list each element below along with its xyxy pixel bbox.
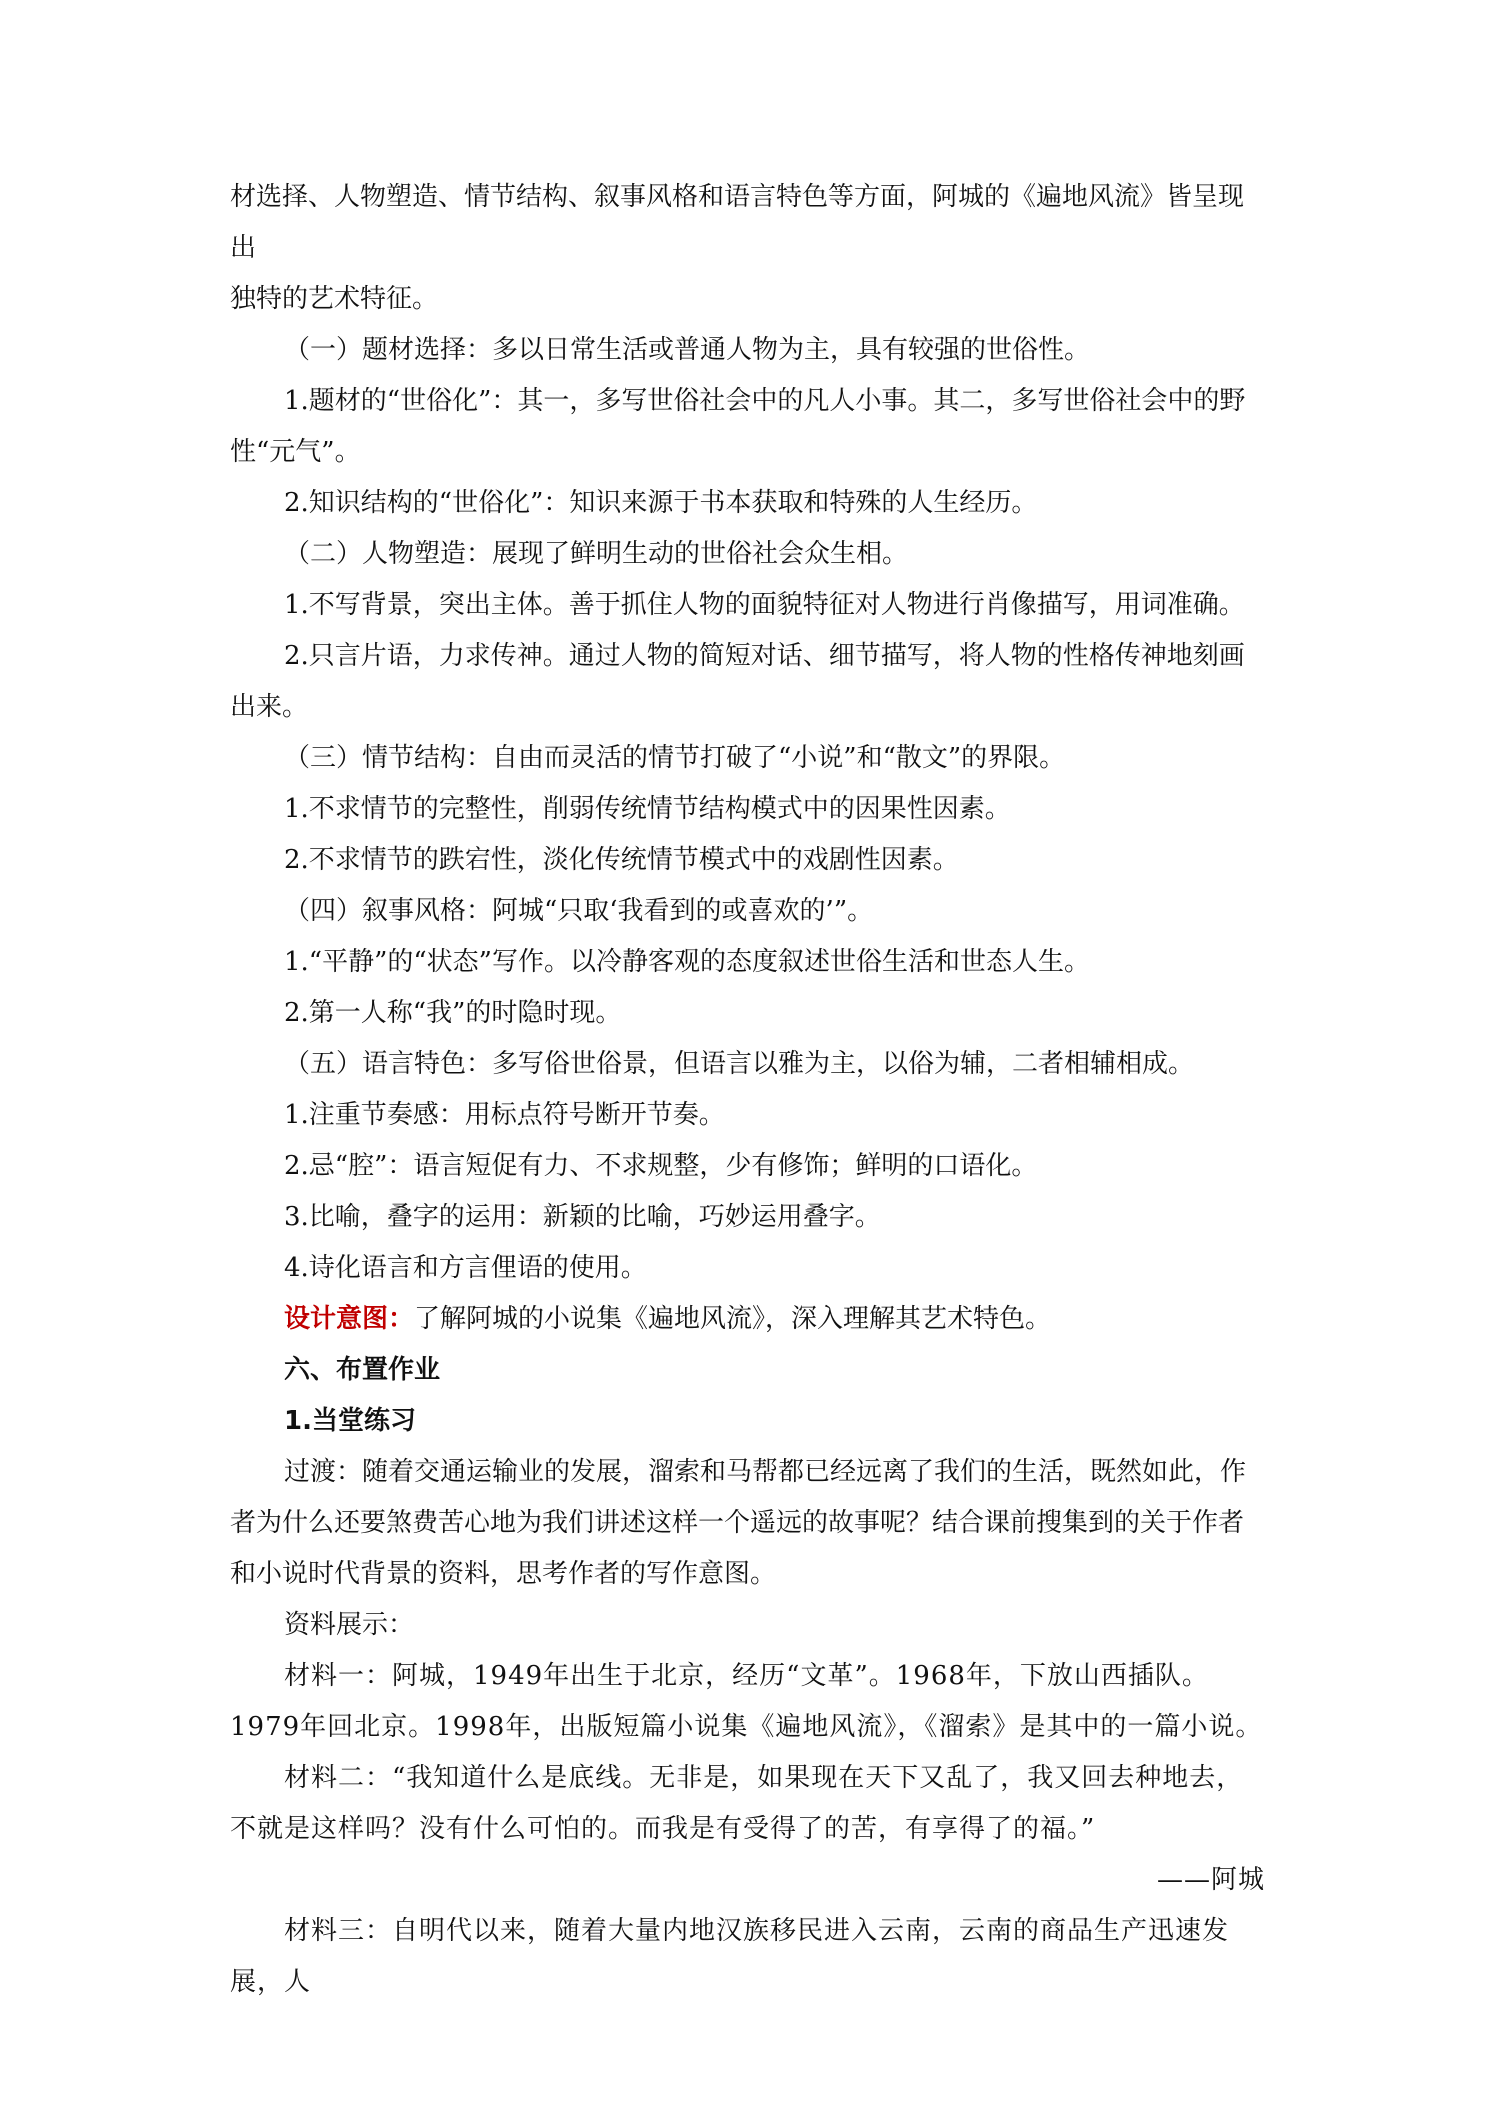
section-heading-2: （二）人物塑造：展现了鲜明生动的世俗社会众生相。 xyxy=(284,539,909,569)
section-5-item-3: 3.比喻，叠字的运用：新颖的比喻，巧妙运用叠字。 xyxy=(284,1202,881,1232)
section-heading-5: （五）语言特色：多写俗世俗景，但语言以雅为主，以俗为辅，二者相辅相成。 xyxy=(284,1049,1195,1079)
document-page xyxy=(230,172,1265,2008)
design-intent-text: 了解阿城的小说集《遍地风流》，深入理解其艺术特色。 xyxy=(414,1304,1052,1334)
section-2-item-2: 2.只言片语，力求传神。通过人物的简短对话、细节描写，将人物的性格传神地刻画出来。 xyxy=(230,641,1245,722)
intro-line-2: 独特的艺术特征。 xyxy=(230,284,439,314)
homework-title: 六、布置作业 xyxy=(284,1355,441,1385)
section-heading-1: （一）题材选择：多以日常生活或普通人物为主，具有较强的世俗性。 xyxy=(284,335,1091,365)
section-5-item-4: 4.诗化语言和方言俚语的使用。 xyxy=(284,1253,647,1283)
section-5-item-1: 1.注重节奏感：用标点符号断开节奏。 xyxy=(284,1100,725,1130)
intro-line-1: 材选择、人物塑造、情节结构、叙事风格和语言特色等方面，阿城的《遍地风流》皆呈现出 xyxy=(230,182,1245,263)
material-2: 材料二：“我知道什么是底线。无非是，如果现在天下又乱了，我又回去种地去，不就是这样吗？没有什么可怕的。而我是有受得了的苦，有享得了的福。” xyxy=(230,1763,1244,1844)
materials-label: 资料展示： xyxy=(284,1610,415,1640)
material-1: 材料一：阿城，1949年出生于北京，经历“文革”。1968年，下放山西插队。1979年回北京。1998年，出版短篇小说集《遍地风流》，《溜索》是其中的一篇小说。 xyxy=(230,1661,1263,1742)
section-heading-4: （四）叙事风格：阿城“只取‘我看到的或喜欢的’”。 xyxy=(284,896,874,926)
material-3: 材料三：自明代以来，随着大量内地汉族移民进入云南，云南的商品生产迅速发展，人 xyxy=(230,1916,1230,1997)
section-heading-3: （三）情节结构：自由而灵活的情节打破了“小说”和“散文”的界限。 xyxy=(284,743,1066,773)
material-2-attribution: ——阿城 xyxy=(1156,1865,1265,1895)
section-3-item-1: 1.不求情节的完整性，削弱传统情节结构模式中的因果性因素。 xyxy=(284,794,1011,824)
section-1-item-1: 1.题材的“世俗化”：其一，多写世俗社会中的凡人小事。其二，多写世俗社会中的野性“元气”。 xyxy=(230,386,1246,467)
design-intent-label: 设计意图： xyxy=(284,1304,415,1334)
section-3-item-2: 2.不求情节的跌宕性，淡化传统情节模式中的戏剧性因素。 xyxy=(284,845,959,875)
section-2-item-1: 1.不写背景，突出主体。善于抓住人物的面貌特征对人物进行肖像描写，用词准确。 xyxy=(284,590,1245,620)
section-1-item-2: 2.知识结构的“世俗化”：知识来源于书本获取和特殊的人生经历。 xyxy=(284,488,1038,518)
design-intent xyxy=(230,1294,1265,1345)
homework-subtitle: 1.当堂练习 xyxy=(284,1406,416,1436)
section-5-item-2: 2.忌“腔”：语言短促有力、不求规整，少有修饰；鲜明的口语化。 xyxy=(284,1151,1038,1181)
section-4-item-1: 1.“平静”的“状态”写作。以冷静客观的态度叙述世俗生活和世态人生。 xyxy=(284,947,1090,977)
section-4-item-2: 2.第一人称“我”的时隐时现。 xyxy=(284,998,622,1028)
homework-transition: 过渡：随着交通运输业的发展，溜索和马帮都已经远离了我们的生活，既然如此，作者为什么还要煞费苦心地为我们讲述这样一个遥远的故事呢？结合课前搜集到的关于作者和小说时代背景的资料，思考作者的写作意图。 xyxy=(230,1457,1247,1589)
